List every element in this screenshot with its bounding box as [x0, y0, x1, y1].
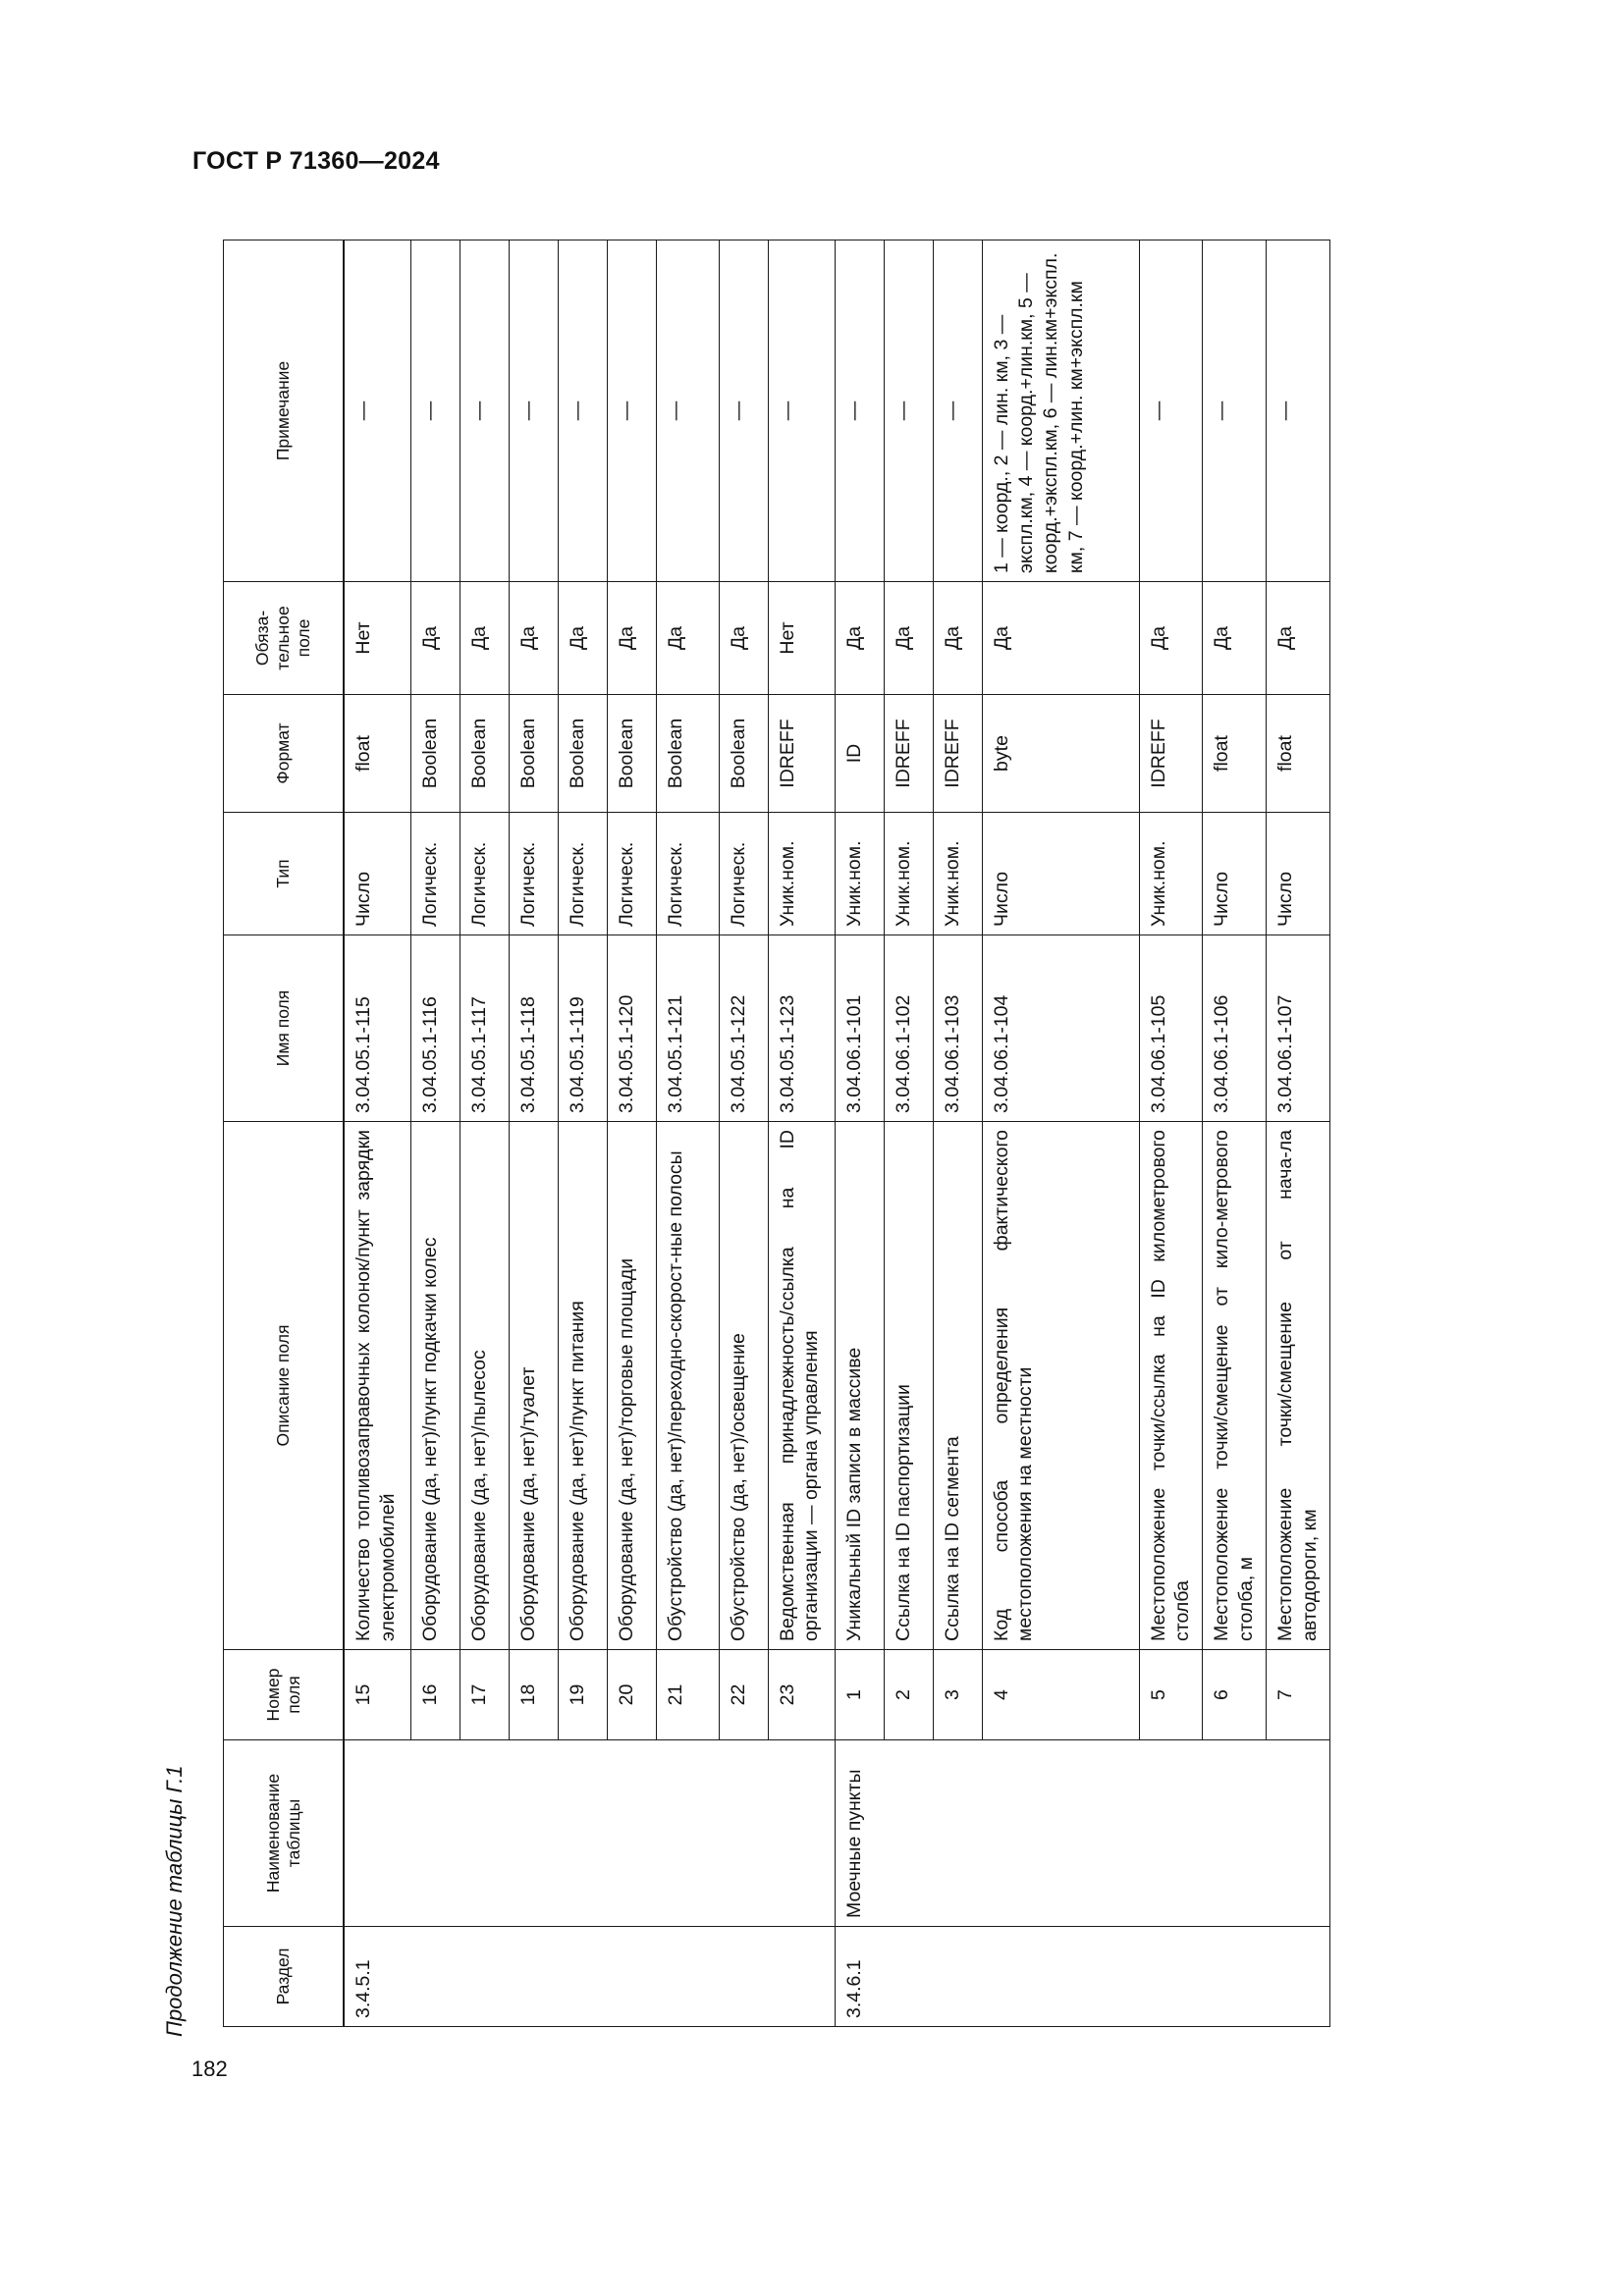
- table-name-cell: [460, 1740, 509, 1927]
- table-name-cell: [1203, 1740, 1267, 1927]
- table-row: [835, 240, 884, 2027]
- note-cell: —: [509, 240, 558, 582]
- rotated-table-block: [162, 221, 1478, 2037]
- field-description-cell: Уникальный ID записи в массиве: [835, 1122, 884, 1650]
- section-cell: [509, 1927, 558, 2027]
- table-row: [460, 240, 509, 2027]
- field-number-cell: 23: [768, 1650, 835, 1740]
- section-cell: [1203, 1927, 1267, 2027]
- type-cell: Логическ.: [460, 813, 509, 935]
- mandatory-cell: Нет: [344, 582, 410, 695]
- format-cell: IDREFF: [1139, 695, 1203, 813]
- table-name-cell: [558, 1740, 607, 1927]
- field-name-cell: 3.04.06.1-103: [933, 935, 982, 1122]
- table-name-cell: [656, 1740, 719, 1927]
- note-cell: —: [768, 240, 835, 582]
- field-number-cell: 17: [460, 1650, 509, 1740]
- field-description-cell: Ссылка на ID сегмента: [933, 1122, 982, 1650]
- mandatory-cell: Да: [460, 582, 509, 695]
- type-cell: Логическ.: [558, 813, 607, 935]
- mandatory-cell: Да: [558, 582, 607, 695]
- field-number-cell: 1: [835, 1650, 884, 1740]
- table-name-cell: [344, 1740, 410, 1927]
- header-section: Раздел: [224, 1927, 345, 2027]
- section-cell: [768, 1927, 835, 2027]
- format-cell: byte: [982, 695, 1139, 813]
- table-name-cell: [884, 1740, 933, 1927]
- field-description-cell: Местоположение точки/смещение от нача-ла автодороги, км: [1267, 1122, 1330, 1650]
- note-cell: —: [410, 240, 460, 582]
- format-cell: float: [1267, 695, 1330, 813]
- format-cell: Boolean: [509, 695, 558, 813]
- format-cell: IDREFF: [933, 695, 982, 813]
- table-name-cell: [768, 1740, 835, 1927]
- type-cell: Логическ.: [509, 813, 558, 935]
- field-name-cell: 3.04.06.1-107: [1267, 935, 1330, 1122]
- field-description-cell: Оборудование (да, нет)/пункт питания: [558, 1122, 607, 1650]
- mandatory-cell: Да: [1139, 582, 1203, 695]
- table-row: [884, 240, 933, 2027]
- table-name-cell: [933, 1740, 982, 1927]
- field-name-cell: 3.04.06.1-102: [884, 935, 933, 1122]
- mandatory-cell: Да: [656, 582, 719, 695]
- field-description-cell: Код способа определения фактического местоположения на местности: [982, 1122, 1139, 1650]
- note-cell: —: [1267, 240, 1330, 582]
- note-cell: —: [835, 240, 884, 582]
- note-cell: —: [558, 240, 607, 582]
- note-cell: —: [884, 240, 933, 582]
- field-number-cell: 6: [1203, 1650, 1267, 1740]
- mandatory-cell: Да: [933, 582, 982, 695]
- field-name-cell: 3.04.05.1-116: [410, 935, 460, 1122]
- note-cell: —: [1203, 240, 1267, 582]
- mandatory-cell: Да: [607, 582, 656, 695]
- mandatory-cell: Нет: [768, 582, 835, 695]
- field-name-cell: 3.04.06.1-106: [1203, 935, 1267, 1122]
- field-name-cell: 3.04.05.1-117: [460, 935, 509, 1122]
- format-cell: float: [344, 695, 410, 813]
- type-cell: Число: [1267, 813, 1330, 935]
- header-mandatory: Обяза- тельное поле: [224, 582, 345, 695]
- field-name-cell: 3.04.05.1-115: [344, 935, 410, 1122]
- type-cell: Число: [1203, 813, 1267, 935]
- table-name-cell: [607, 1740, 656, 1927]
- format-cell: IDREFF: [884, 695, 933, 813]
- mandatory-cell: Да: [1267, 582, 1330, 695]
- table-name-cell: Моечные пункты: [835, 1740, 884, 1927]
- table-name-cell: [982, 1740, 1139, 1927]
- type-cell: Уник.ном.: [884, 813, 933, 935]
- table-row: [1267, 240, 1330, 2027]
- section-cell: [719, 1927, 768, 2027]
- format-cell: Boolean: [719, 695, 768, 813]
- table-header-row: [224, 240, 345, 2027]
- field-number-cell: 7: [1267, 1650, 1330, 1740]
- format-cell: Boolean: [558, 695, 607, 813]
- table-row: [344, 240, 410, 2027]
- section-cell: [656, 1927, 719, 2027]
- type-cell: Логическ.: [719, 813, 768, 935]
- format-cell: ID: [835, 695, 884, 813]
- field-number-cell: 21: [656, 1650, 719, 1740]
- field-description-cell: Количество топливозаправочных колонок/пункт зарядки электромобилей: [344, 1122, 410, 1650]
- note-cell: —: [719, 240, 768, 582]
- format-cell: Boolean: [410, 695, 460, 813]
- table-row: [1139, 240, 1203, 2027]
- field-number-cell: 5: [1139, 1650, 1203, 1740]
- table-row: [509, 240, 558, 2027]
- note-cell: —: [933, 240, 982, 582]
- note-cell: 1 — коорд., 2 — лин. км, 3 — экспл.км, 4 — коорд.+лин.км, 5 — коорд.+экспл.км, 6 — лин.км+экспл. км, 7 — коорд.+лин. км+экспл.км: [982, 240, 1139, 582]
- field-number-cell: 16: [410, 1650, 460, 1740]
- field-description-cell: Обустройство (да, нет)/освещение: [719, 1122, 768, 1650]
- format-cell: IDREFF: [768, 695, 835, 813]
- type-cell: Логическ.: [607, 813, 656, 935]
- type-cell: Уник.ном.: [933, 813, 982, 935]
- field-description-cell: Местоположение точки/смещение от кило-метрового столба, м: [1203, 1122, 1267, 1650]
- note-cell: —: [656, 240, 719, 582]
- table-row: [1203, 240, 1267, 2027]
- field-number-cell: 18: [509, 1650, 558, 1740]
- note-cell: —: [460, 240, 509, 582]
- section-cell: [410, 1927, 460, 2027]
- type-cell: Логическ.: [656, 813, 719, 935]
- page-number: 182: [191, 2056, 228, 2081]
- table-body: [344, 240, 1330, 2027]
- field-description-cell: Оборудование (да, нет)/туалет: [509, 1122, 558, 1650]
- table-name-cell: [1267, 1740, 1330, 1927]
- field-description-cell: Местоположение точки/ссылка на ID километрового столба: [1139, 1122, 1203, 1650]
- table-row: [719, 240, 768, 2027]
- header-field-number: Номер поля: [224, 1650, 345, 1740]
- field-name-cell: 3.04.06.1-101: [835, 935, 884, 1122]
- field-name-cell: 3.04.06.1-104: [982, 935, 1139, 1122]
- section-cell: [933, 1927, 982, 2027]
- type-cell: Уник.ном.: [768, 813, 835, 935]
- header-field-description: Описание поля: [224, 1122, 345, 1650]
- mandatory-cell: Да: [410, 582, 460, 695]
- table-name-cell: [410, 1740, 460, 1927]
- mandatory-cell: Да: [1203, 582, 1267, 695]
- section-cell: [982, 1927, 1139, 2027]
- format-cell: float: [1203, 695, 1267, 813]
- table-row: [933, 240, 982, 2027]
- table-name-cell: [1139, 1740, 1203, 1927]
- table-row: [607, 240, 656, 2027]
- field-name-cell: 3.04.05.1-118: [509, 935, 558, 1122]
- type-cell: Число: [982, 813, 1139, 935]
- mandatory-cell: Да: [982, 582, 1139, 695]
- field-name-cell: 3.04.05.1-119: [558, 935, 607, 1122]
- table-row: [410, 240, 460, 2027]
- field-description-cell: Оборудование (да, нет)/пылесос: [460, 1122, 509, 1650]
- field-description-cell: Оборудование (да, нет)/пункт подкачки колес: [410, 1122, 460, 1650]
- field-number-cell: 22: [719, 1650, 768, 1740]
- document-header: ГОСТ Р 71360—2024: [192, 147, 440, 175]
- type-cell: Уник.ном.: [835, 813, 884, 935]
- table-row: [982, 240, 1139, 2027]
- header-format: Формат: [224, 695, 345, 813]
- note-cell: —: [344, 240, 410, 582]
- format-cell: Boolean: [460, 695, 509, 813]
- section-cell: 3.4.6.1: [835, 1927, 884, 2027]
- field-name-cell: 3.04.06.1-105: [1139, 935, 1203, 1122]
- field-number-cell: 3: [933, 1650, 982, 1740]
- table-row: [656, 240, 719, 2027]
- field-name-cell: 3.04.05.1-123: [768, 935, 835, 1122]
- table-name-cell: [509, 1740, 558, 1927]
- field-description-cell: Обустройство (да, нет)/переходно-скорост-ные полосы: [656, 1122, 719, 1650]
- header-note: Примечание: [224, 240, 345, 582]
- field-name-cell: 3.04.05.1-121: [656, 935, 719, 1122]
- table-name-cell: [719, 1740, 768, 1927]
- section-cell: [1139, 1927, 1203, 2027]
- header-field-name: Имя поля: [224, 935, 345, 1122]
- section-cell: [1267, 1927, 1330, 2027]
- mandatory-cell: Да: [884, 582, 933, 695]
- format-cell: Boolean: [656, 695, 719, 813]
- mandatory-cell: Да: [719, 582, 768, 695]
- field-number-cell: 20: [607, 1650, 656, 1740]
- type-cell: Уник.ном.: [1139, 813, 1203, 935]
- section-cell: [607, 1927, 656, 2027]
- table-caption: Продолжение таблицы Г.1: [162, 1765, 187, 2037]
- section-cell: [460, 1927, 509, 2027]
- field-number-cell: 19: [558, 1650, 607, 1740]
- mandatory-cell: Да: [509, 582, 558, 695]
- header-type: Тип: [224, 813, 345, 935]
- field-number-cell: 15: [344, 1650, 410, 1740]
- field-description-cell: Ссылка на ID паспортизации: [884, 1122, 933, 1650]
- section-cell: 3.4.5.1: [344, 1927, 410, 2027]
- table-row: [768, 240, 835, 2027]
- format-cell: Boolean: [607, 695, 656, 813]
- note-cell: —: [1139, 240, 1203, 582]
- field-number-cell: 2: [884, 1650, 933, 1740]
- table-row: [558, 240, 607, 2027]
- field-name-cell: 3.04.05.1-122: [719, 935, 768, 1122]
- field-description-cell: Ведомственная принадлежность/ссылка на ID организации — органа управления: [768, 1122, 835, 1650]
- field-name-cell: 3.04.05.1-120: [607, 935, 656, 1122]
- mandatory-cell: Да: [835, 582, 884, 695]
- field-number-cell: 4: [982, 1650, 1139, 1740]
- note-cell: —: [607, 240, 656, 582]
- fields-table: [223, 240, 1330, 2027]
- field-description-cell: Оборудование (да, нет)/торговые площади: [607, 1122, 656, 1650]
- section-cell: [884, 1927, 933, 2027]
- type-cell: Число: [344, 813, 410, 935]
- type-cell: Логическ.: [410, 813, 460, 935]
- header-table-name: Наименование таблицы: [224, 1740, 345, 1927]
- section-cell: [558, 1927, 607, 2027]
